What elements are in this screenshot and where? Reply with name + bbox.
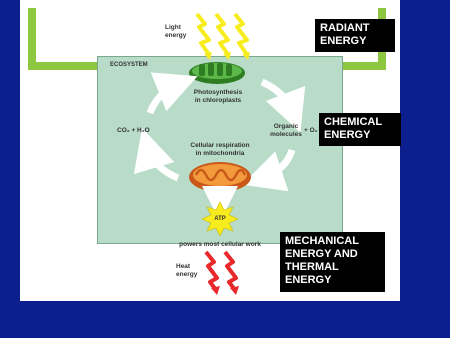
arrow-bottom-right — [262, 150, 292, 178]
ecosystem-label: ECOSYSTEM — [110, 62, 148, 68]
powers-work-label: powers most cellular work — [179, 241, 261, 248]
mitochondrion-icon — [189, 162, 251, 192]
chloroplast-icon — [189, 62, 245, 84]
arrow-top-right — [262, 82, 293, 113]
light-bolt-1 — [197, 14, 210, 56]
o2-label: + O₂ — [304, 127, 318, 134]
heat-energy-bolts — [206, 252, 239, 295]
mechanical-thermal-energy-label: MECHANICAL ENERGY AND THERMAL ENERGY — [280, 232, 385, 292]
cellular-respiration-label: Cellular respiration in mitochondria — [190, 142, 250, 157]
light-bolt-2 — [216, 14, 229, 56]
organic-molecules-label: Organic molecules — [270, 123, 302, 138]
arrow-bottom-left — [148, 148, 178, 178]
heat-bolt-2 — [225, 252, 236, 290]
light-energy-label: Light energy — [165, 24, 187, 39]
co2-h2o-label: CO₂ + H₂O — [117, 127, 150, 134]
radiant-energy-label: RADIANT ENERGY — [315, 19, 395, 52]
light-energy-bolts — [197, 14, 250, 60]
heat-bolt-1 — [206, 252, 217, 290]
arrow-top-left — [150, 84, 178, 113]
chemical-energy-label: CHEMICAL ENERGY — [319, 113, 401, 146]
heat-energy-label: Heat energy — [176, 263, 198, 278]
light-bolt-3 — [235, 14, 248, 56]
atp-label: ATP — [214, 216, 226, 222]
photosynthesis-label: Photosynthesis in chloroplasts — [193, 89, 243, 104]
